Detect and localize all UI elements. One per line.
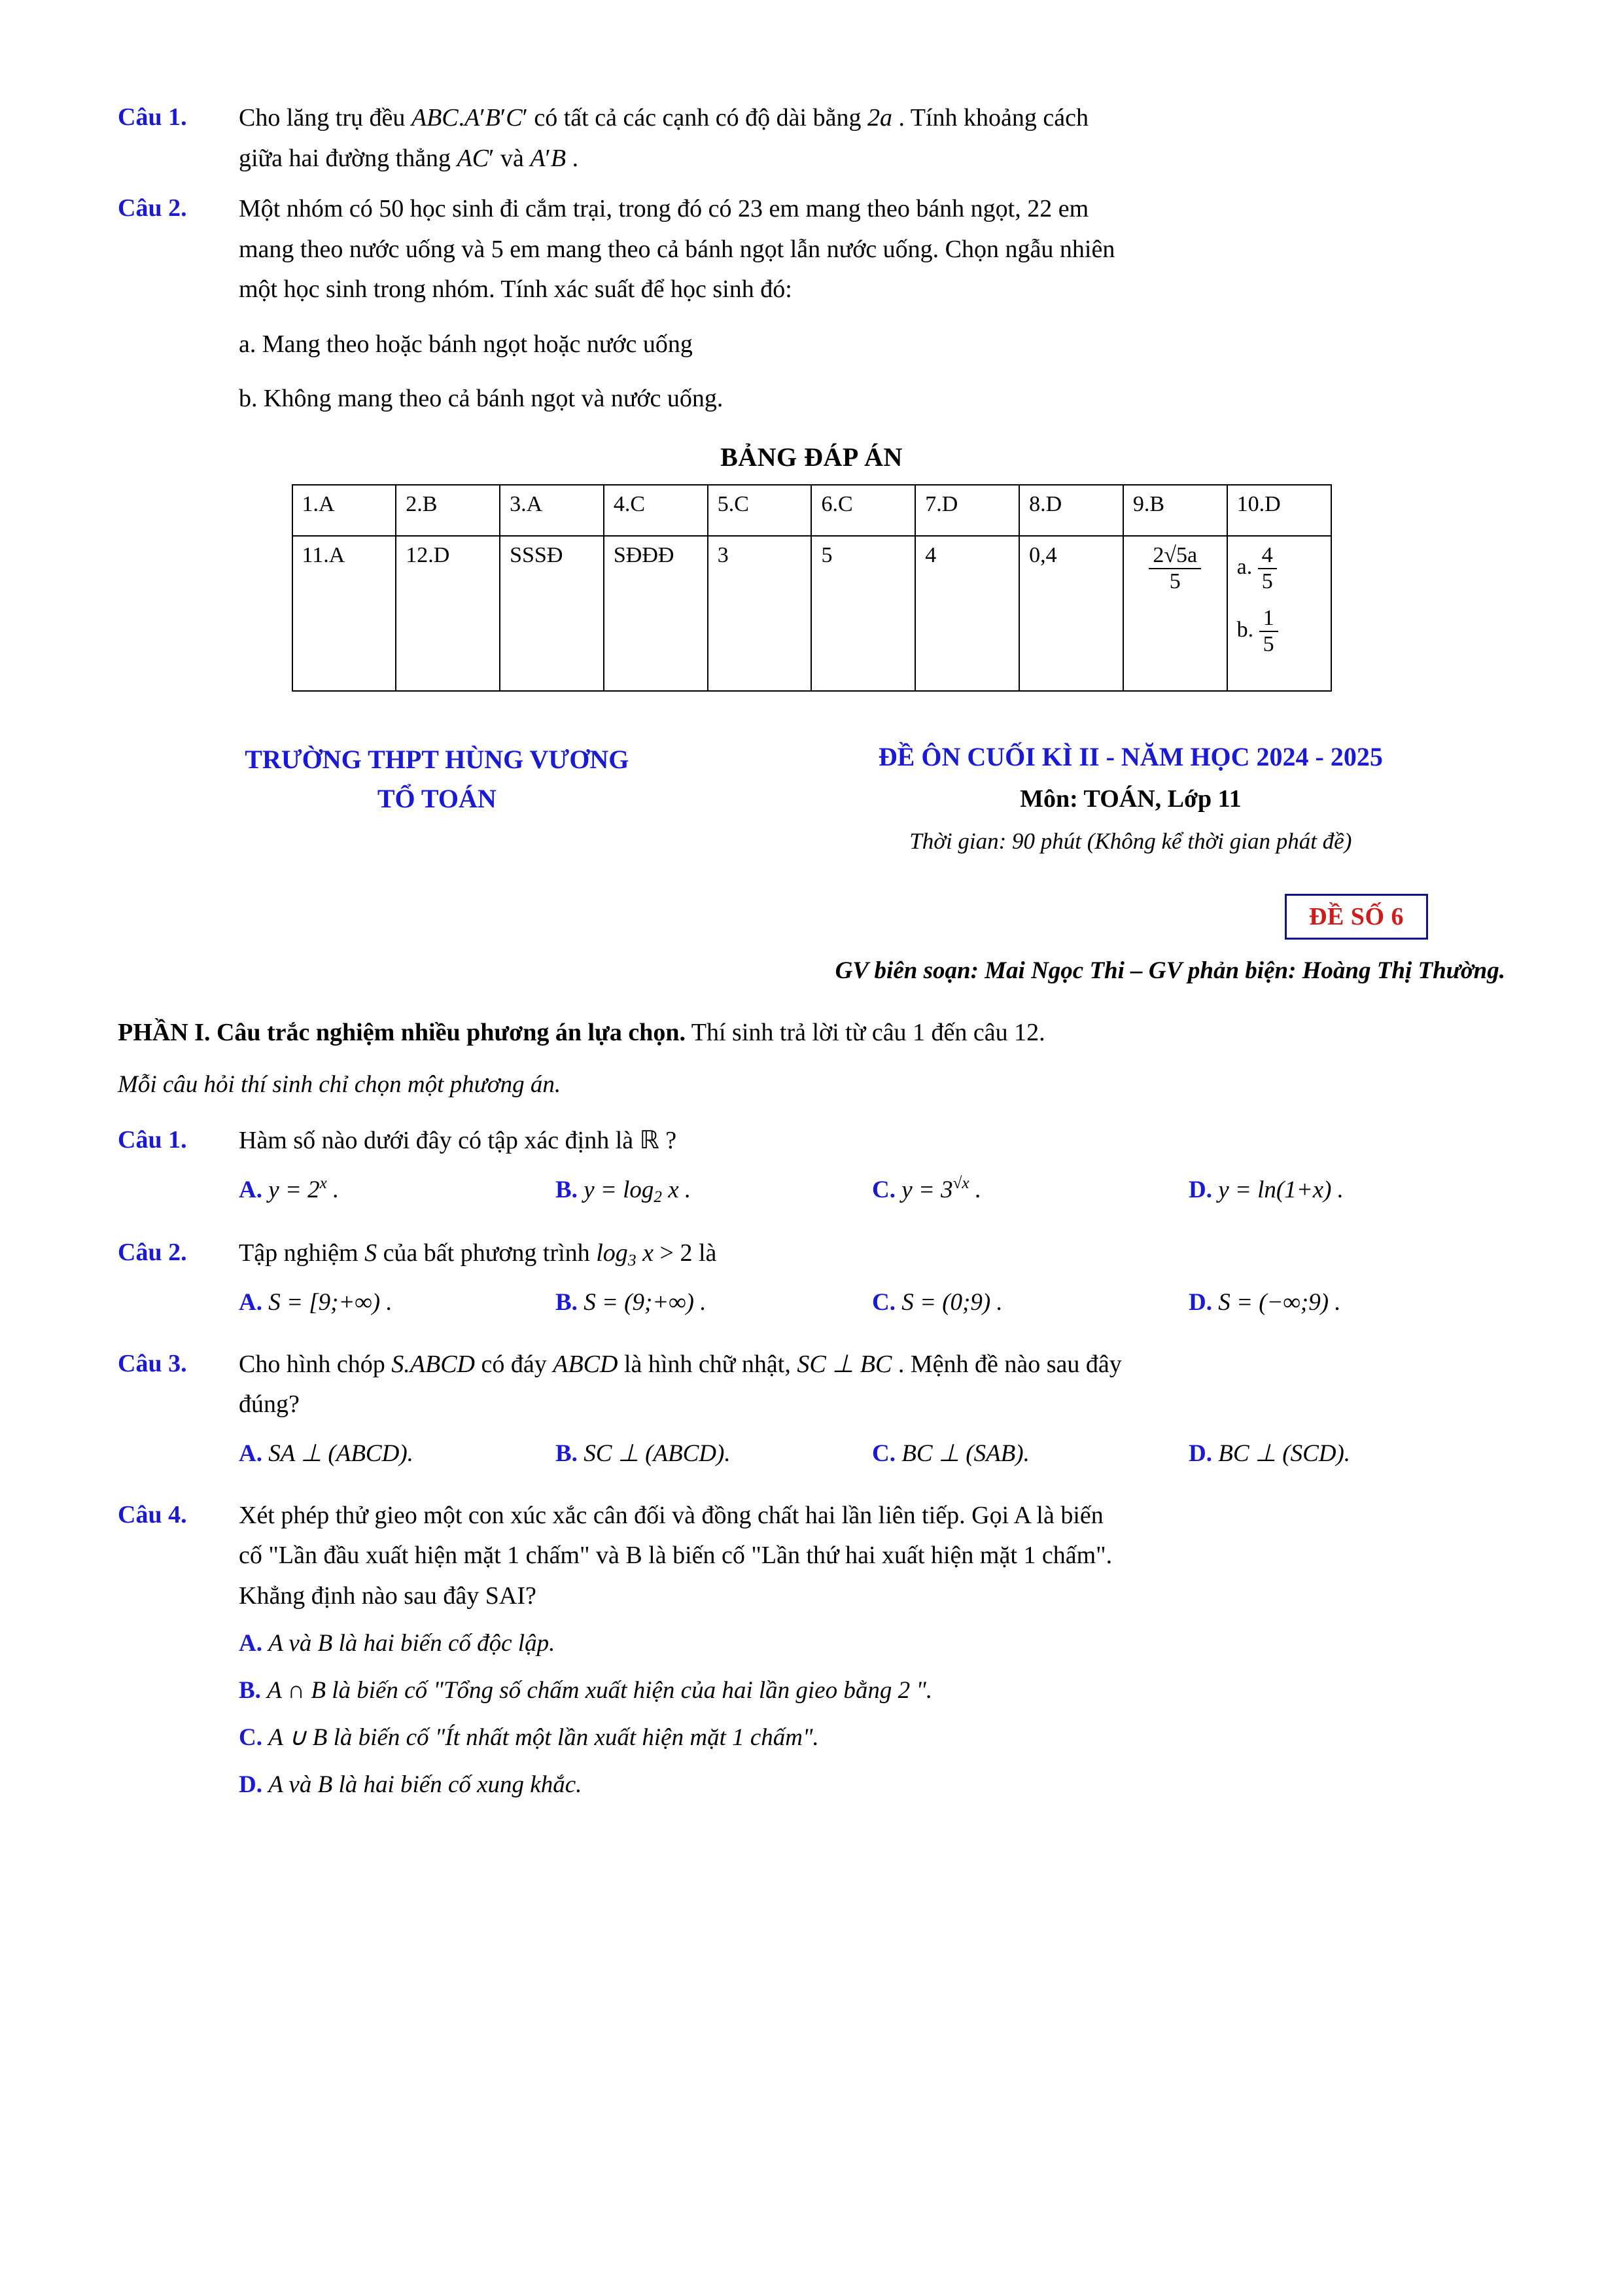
option-text: SA ⊥ (ABCD). xyxy=(268,1439,413,1467)
option-letter: D. xyxy=(1189,1176,1212,1203)
answer-cell: 3.A xyxy=(500,485,604,536)
fraction xyxy=(1259,606,1278,657)
question-line: giữa hai đường thẳng AC′ và A′B . xyxy=(239,144,579,172)
answer-cell: SSSĐ xyxy=(500,536,604,691)
option-text: $y = 2^x$ . xyxy=(268,1174,340,1203)
fraction xyxy=(1258,543,1277,594)
question-body xyxy=(239,1345,1505,1474)
answer-cell: 0,4 xyxy=(1019,536,1123,691)
option-list xyxy=(239,1624,1505,1805)
question-stem-line2: đúng? xyxy=(239,1390,300,1419)
fraction-denominator: 5 xyxy=(1261,569,1273,593)
exam-info-block xyxy=(756,737,1505,859)
answer-cell-fraction xyxy=(1123,536,1227,691)
question-4 xyxy=(118,1496,1505,1805)
question-label: Câu 3. xyxy=(118,1349,187,1377)
fraction xyxy=(1149,543,1201,594)
option-d[interactable] xyxy=(1189,1171,1505,1211)
answer-cell: 9.B xyxy=(1123,485,1227,536)
option-row xyxy=(239,1434,1505,1474)
answer-cell: 1.A xyxy=(292,485,396,536)
question-line: một học sinh trong nhóm. Tính xác suất để học sinh đó: xyxy=(239,275,792,304)
fraction-denominator: 5 xyxy=(1263,632,1274,657)
option-letter: C. xyxy=(872,1439,896,1467)
option-b[interactable] xyxy=(555,1434,872,1474)
question-2 xyxy=(118,1233,1505,1322)
option-text: S = [9;+∞) . xyxy=(268,1288,393,1316)
table-row xyxy=(292,485,1331,536)
top-question-1 xyxy=(118,98,1505,179)
option-text: y = ln(1+x) . xyxy=(1218,1176,1344,1203)
question-stem: Hàm số nào dưới đây có tập xác định là ℝ ? xyxy=(239,1127,677,1155)
question-label: Câu 4. xyxy=(118,1500,187,1528)
answer-cell: 12.D xyxy=(396,536,500,691)
fraction-numerator: 4 xyxy=(1258,543,1277,569)
answer-cell: 11.A xyxy=(292,536,396,691)
exam-header xyxy=(118,737,1505,859)
option-d[interactable] xyxy=(1189,1434,1505,1474)
option-text: A và B là hai biến cố xung khắc. xyxy=(268,1771,582,1799)
option-d[interactable] xyxy=(1189,1283,1505,1322)
option-row xyxy=(239,1283,1505,1322)
option-letter: C. xyxy=(239,1724,262,1752)
answer-cell: 8.D xyxy=(1019,485,1123,536)
option-c[interactable] xyxy=(872,1434,1189,1474)
option-text: A ∩ B là biến cố "Tổng số chấm xuất hiện của hai lần gieo bằng 2 ". xyxy=(267,1677,933,1704)
question-line: Cho lăng trụ đều ABC.A′B′C′ có tất cả các cạnh có độ dài bằng 2a . Tính khoảng cách xyxy=(239,104,1089,132)
answer-cell: SĐĐĐ xyxy=(604,536,708,691)
option-row xyxy=(239,1171,1505,1211)
exam-time: Thời gian: 90 phút (Không kể thời gian phát đề) xyxy=(909,828,1352,854)
option-letter: B. xyxy=(239,1677,261,1704)
option-text: S = (−∞;9) . xyxy=(1218,1288,1341,1316)
part1-note: Mỗi câu hỏi thí sinh chỉ chọn một phương án. xyxy=(118,1071,561,1099)
question-label: Câu 2. xyxy=(118,1238,187,1266)
option-text: A và B là hai biến cố độc lập. xyxy=(268,1630,555,1657)
authors-line: GV biên soạn: Mai Ngọc Thi – GV phản biện: Hoàng Thị Thường. xyxy=(835,957,1505,985)
top-question-2 xyxy=(118,189,1505,419)
option-text: $y = 3^{√x}$ . xyxy=(901,1174,982,1203)
option-text: BC ⊥ (SCD). xyxy=(1218,1439,1351,1467)
option-letter: A. xyxy=(239,1630,262,1657)
option-letter: D. xyxy=(239,1771,262,1799)
answer-table xyxy=(292,484,1332,692)
question-stem-line: Xét phép thử gieo một con xúc xắc cân đối và đồng chất hai lần liên tiếp. Gọi A là biến xyxy=(239,1501,1104,1529)
answer-cell: 4.C xyxy=(604,485,708,536)
option-letter: B. xyxy=(555,1176,578,1203)
answer-cell: 4 xyxy=(915,536,1019,691)
part1-heading-rest: Thí sinh trả lời từ câu 1 đến câu 12. xyxy=(685,1019,1045,1047)
option-a[interactable] xyxy=(239,1434,555,1474)
school-block xyxy=(118,737,756,819)
question-line: Một nhóm có 50 học sinh đi cắm trại, trong đó có 23 em mang theo bánh ngọt, 22 em xyxy=(239,195,1089,223)
answer-cell: 5 xyxy=(811,536,915,691)
fraction-denominator: 5 xyxy=(1169,569,1181,593)
option-text: BC ⊥ (SAB). xyxy=(901,1439,1030,1467)
option-c[interactable] xyxy=(239,1718,1505,1757)
question-1 xyxy=(118,1121,1505,1210)
option-text: SC ⊥ (ABCD). xyxy=(584,1439,731,1467)
option-b[interactable] xyxy=(555,1283,872,1322)
option-d[interactable] xyxy=(239,1765,1505,1805)
option-letter: D. xyxy=(1189,1439,1212,1467)
question-label: Câu 2. xyxy=(118,194,187,222)
de-so-badge: ĐỀ SỐ 6 xyxy=(1285,894,1428,940)
option-c[interactable] xyxy=(872,1171,1189,1211)
answer-table-title: BẢNG ĐÁP ÁN xyxy=(720,442,903,472)
part1-heading-bold: PHẦN I. Câu trắc nghiệm nhiều phương án lựa chọn. xyxy=(118,1019,686,1047)
option-letter: A. xyxy=(239,1439,262,1467)
option-letter: B. xyxy=(555,1439,578,1467)
option-c[interactable] xyxy=(872,1283,1189,1322)
answer-sub-a xyxy=(1237,543,1321,594)
option-letter: C. xyxy=(872,1288,896,1316)
answer-sub-b xyxy=(1237,606,1321,657)
question-subitem-a: a. Mang theo hoặc bánh ngọt hoặc nước uống xyxy=(239,330,693,358)
option-a[interactable] xyxy=(239,1283,555,1322)
answer-cell: 5.C xyxy=(708,485,812,536)
option-letter: C. xyxy=(872,1176,896,1203)
question-3 xyxy=(118,1345,1505,1474)
option-letter: A. xyxy=(239,1176,262,1203)
answer-cell: 2.B xyxy=(396,485,500,536)
exam-subject: Môn: TOÁN, Lớp 11 xyxy=(1020,785,1242,813)
option-text: A ∪ B là biến cố "Ít nhất một lần xuất hiện mặt 1 chấm". xyxy=(268,1724,819,1752)
question-body xyxy=(239,98,1505,179)
question-body xyxy=(239,1121,1505,1210)
question-label: Câu 1. xyxy=(118,1126,187,1154)
answer-cell: 10.D xyxy=(1227,485,1331,536)
fraction-numerator: 1 xyxy=(1259,606,1278,632)
option-text: $y = \log_2 x$ . xyxy=(584,1176,691,1206)
option-text: S = (0;9) . xyxy=(901,1288,1003,1316)
question-stem: Tập nghiệm S của bất phương trình $\log_3 x > 2$ là xyxy=(239,1239,717,1269)
school-name: TRƯỜNG THPT HÙNG VƯƠNG xyxy=(245,744,629,774)
option-b[interactable] xyxy=(555,1171,872,1211)
option-letter: A. xyxy=(239,1288,262,1316)
option-a[interactable] xyxy=(239,1171,555,1211)
de-so-wrap xyxy=(118,894,1505,940)
question-stem-line: cố "Lần đầu xuất hiện mặt 1 chấm" và B là biến cố "Lần thứ hai xuất hiện mặt 1 chấm". xyxy=(239,1542,1113,1570)
question-subitem-b: b. Không mang theo cả bánh ngọt và nước uống. xyxy=(239,385,724,413)
question-stem-line: Khẳng định nào sau đây SAI? xyxy=(239,1581,536,1610)
sub-label-b: b. xyxy=(1236,617,1254,642)
question-body xyxy=(239,189,1505,419)
option-b[interactable] xyxy=(239,1671,1505,1710)
part1-heading xyxy=(118,1014,1505,1052)
answer-cell: 7.D xyxy=(915,485,1019,536)
option-letter: D. xyxy=(1189,1288,1212,1316)
exam-title: ĐỀ ÔN CUỐI KÌ II - NĂM HỌC 2024 - 2025 xyxy=(878,741,1383,771)
question-line: mang theo nước uống và 5 em mang theo cả bánh ngọt lẫn nước uống. Chọn ngẫu nhiên xyxy=(239,235,1115,263)
question-body xyxy=(239,1233,1505,1322)
question-label: Câu 1. xyxy=(118,103,187,131)
option-a[interactable] xyxy=(239,1624,1505,1663)
fraction-numerator: 2√5a xyxy=(1149,543,1201,569)
table-row xyxy=(292,536,1331,691)
option-text: S = (9;+∞) . xyxy=(584,1288,707,1316)
answer-cell: 3 xyxy=(708,536,812,691)
option-letter: B. xyxy=(555,1288,578,1316)
answer-cell-fractions xyxy=(1227,536,1331,691)
answer-cell: 6.C xyxy=(811,485,915,536)
question-body xyxy=(239,1496,1505,1805)
question-stem: Cho hình chóp S.ABCD có đáy ABCD là hình chữ nhật, SC ⊥ BC . Mệnh đề nào sau đây xyxy=(239,1350,1122,1378)
sub-label-a: a. xyxy=(1236,554,1253,579)
department-name: TỔ TOÁN xyxy=(377,783,497,813)
